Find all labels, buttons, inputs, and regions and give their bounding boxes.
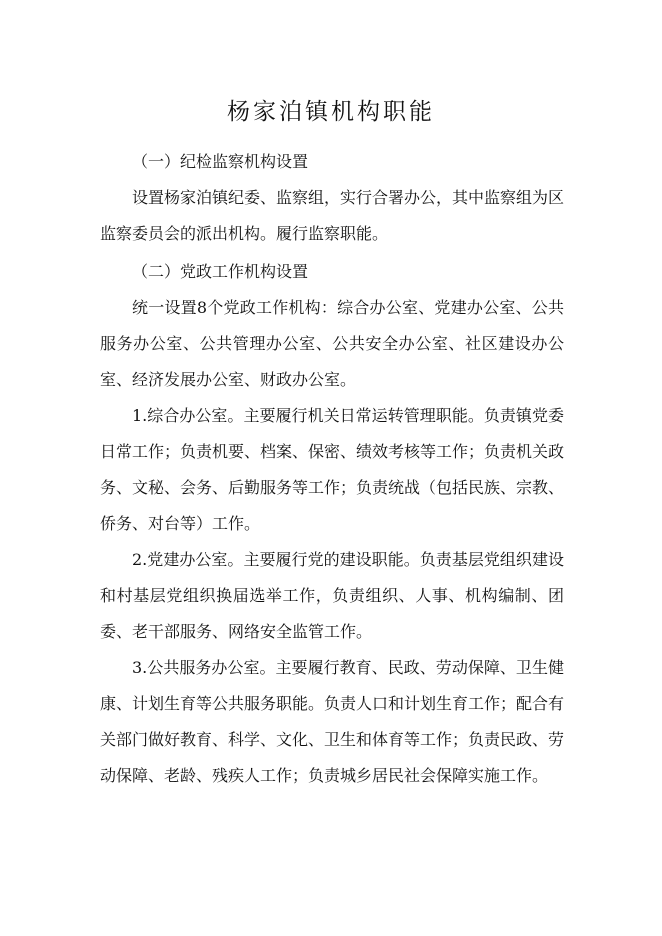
item-general-office: 1.综合办公室。主要履行机关日常运转管理职能。负责镇党委日常工作；负责机要、档案、保密、绩效考核等工作；负责机关政务、文秘、会务、后勤服务等工作；负责统战（包括民族、宗教、侨务、对台等）工作。 bbox=[100, 406, 565, 533]
section-heading-discipline: （一）纪检监察机构设置 bbox=[132, 152, 309, 171]
item-public-service-office: 3.公共服务办公室。主要履行教育、民政、劳动保障、卫生健康、计划生育等公共服务职能。负责人口和计划生育工作；配合有关部门做好教育、科学、文化、卫生和体育等工作；负责民政、劳动保障、老龄、残疾人工作；负责城乡居民社会保障实施工作。 bbox=[100, 658, 565, 785]
section-paragraph-discipline: 设置杨家泊镇纪委、监察组，实行合署办公，其中监察组为区监察委员会的派出机构。履行监察职能。 bbox=[100, 188, 565, 243]
item-party-building-office: 2.党建办公室。主要履行党的建设职能。负责基层党组织建设和村基层党组织换届选举工作，负责组织、人事、机构编制、团委、老干部服务、网络安全监管工作。 bbox=[100, 550, 564, 641]
document-title: 杨家泊镇机构职能 bbox=[227, 99, 435, 125]
section-heading-party-government: （二）党政工作机构设置 bbox=[132, 262, 309, 281]
section-paragraph-party-government: 统一设置8个党政工作机构：综合办公室、党建办公室、公共服务办公室、公共管理办公室、公共安全办公室、社区建设办公室、经济发展办公室、财政办公室。 bbox=[100, 298, 564, 389]
